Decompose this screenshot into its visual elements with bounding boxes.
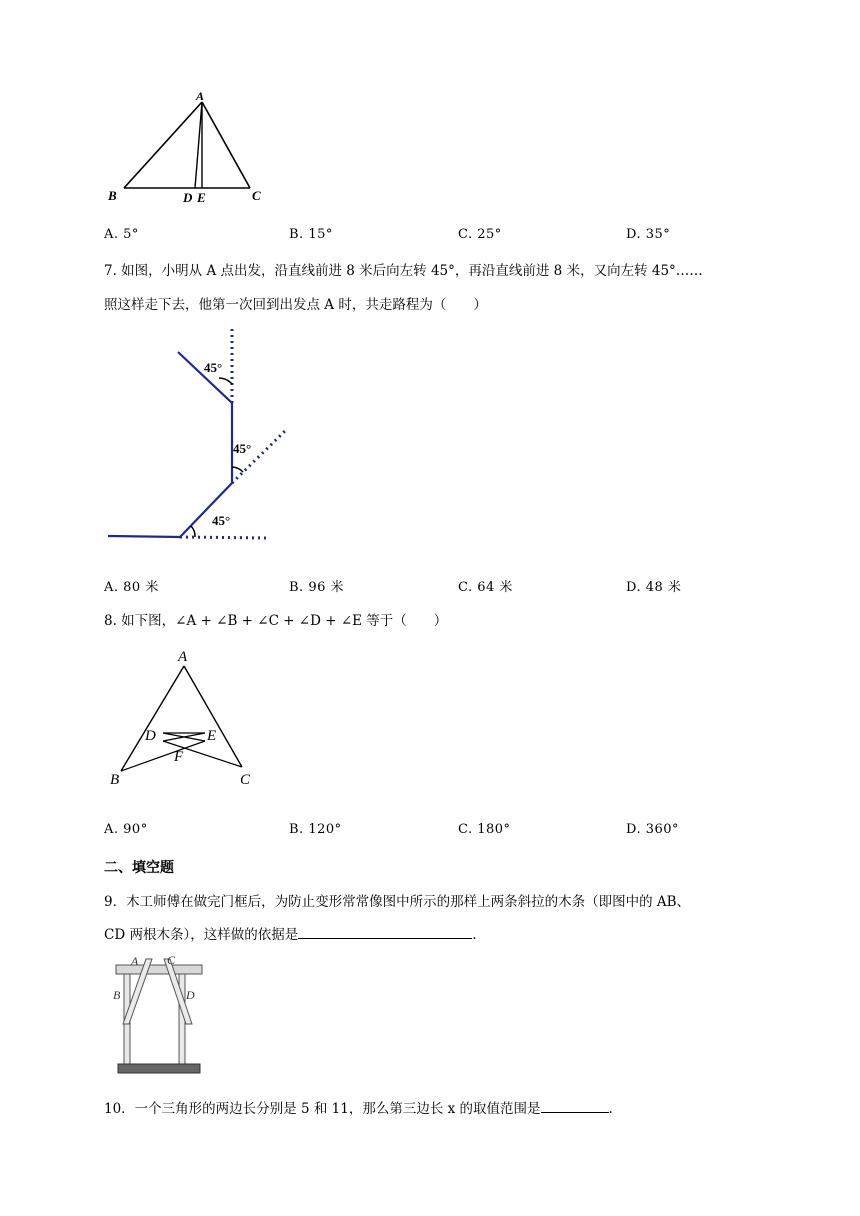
q8-option-d: D. 360°: [626, 822, 680, 837]
label-d: D: [186, 988, 195, 1002]
label-a: A: [131, 954, 139, 968]
q6-option-b: B. 15°: [289, 227, 333, 242]
q8-option-b: B. 120°: [289, 822, 342, 837]
q9-period: .: [472, 927, 477, 943]
q7-option-b: B. 96 米: [289, 580, 344, 595]
q8-option-a: A. 90°: [104, 822, 148, 837]
q7-text-line2: 照这样走下去，他第一次回到出发点 A 时，共走路程为（ ）: [104, 297, 487, 313]
q9-text-line2-main: CD 两根木条），这样做的依据是: [104, 927, 299, 943]
path-figure-q7: [100, 322, 300, 552]
label-a: A: [178, 649, 188, 665]
q10-text-main: 10．一个三角形的两边长分别是 5 和 11，那么第三边长 x 的取值范围是: [104, 1101, 541, 1117]
label-b: B: [113, 988, 121, 1002]
q9-text-line2: [104, 923, 477, 943]
q6-option-c: C. 25°: [458, 227, 502, 242]
angle-label-bottom: 45°: [212, 513, 231, 528]
q7-option-c: C. 64 米: [458, 580, 513, 595]
triangle-figure-q6: [100, 88, 280, 208]
q7-option-d: D. 48 米: [626, 580, 682, 595]
angle-label-middle: 45°: [233, 441, 252, 456]
q10-text: [104, 1097, 613, 1117]
label-b: B: [110, 772, 120, 788]
q8-option-c: C. 180°: [458, 822, 511, 837]
q7-text-line1: 7. 如图，小明从 A 点出发，沿直线前进 8 米后向左转 45°，再沿直线前进 8 米，又向左转 45°……: [104, 263, 703, 279]
q9-answer-blank: [298, 926, 472, 939]
star-figure-q8: [100, 642, 270, 792]
q6-option-a: A. 5°: [104, 227, 139, 242]
q10-answer-blank: [541, 1100, 609, 1113]
label-b: B: [108, 188, 117, 203]
label-e: E: [207, 728, 217, 744]
label-d: D: [145, 728, 156, 744]
q10-period: .: [608, 1101, 613, 1117]
label-a: A: [196, 89, 205, 103]
label-f: F: [174, 749, 184, 765]
angle-label-top: 45°: [204, 360, 223, 375]
label-c: C: [252, 188, 261, 203]
q9-text-line1: 9．木工师傅在做完门框后，为防止变形常常像图中所示的那样上两条斜拉的木条（即图中的 AB、: [104, 894, 691, 910]
label-c: C: [167, 953, 176, 967]
q6-option-d: D. 35°: [626, 227, 671, 242]
q7-option-a: A. 80 米: [104, 580, 159, 595]
door-frame-figure-q9: [106, 952, 216, 1076]
label-c: C: [240, 772, 251, 788]
label-e: E: [197, 190, 206, 205]
label-d: D: [183, 190, 193, 205]
section-title: 二、填空题: [104, 860, 174, 876]
q8-text: 8. 如下图，∠A + ∠B + ∠C + ∠D + ∠E 等于（ ）: [104, 613, 448, 629]
